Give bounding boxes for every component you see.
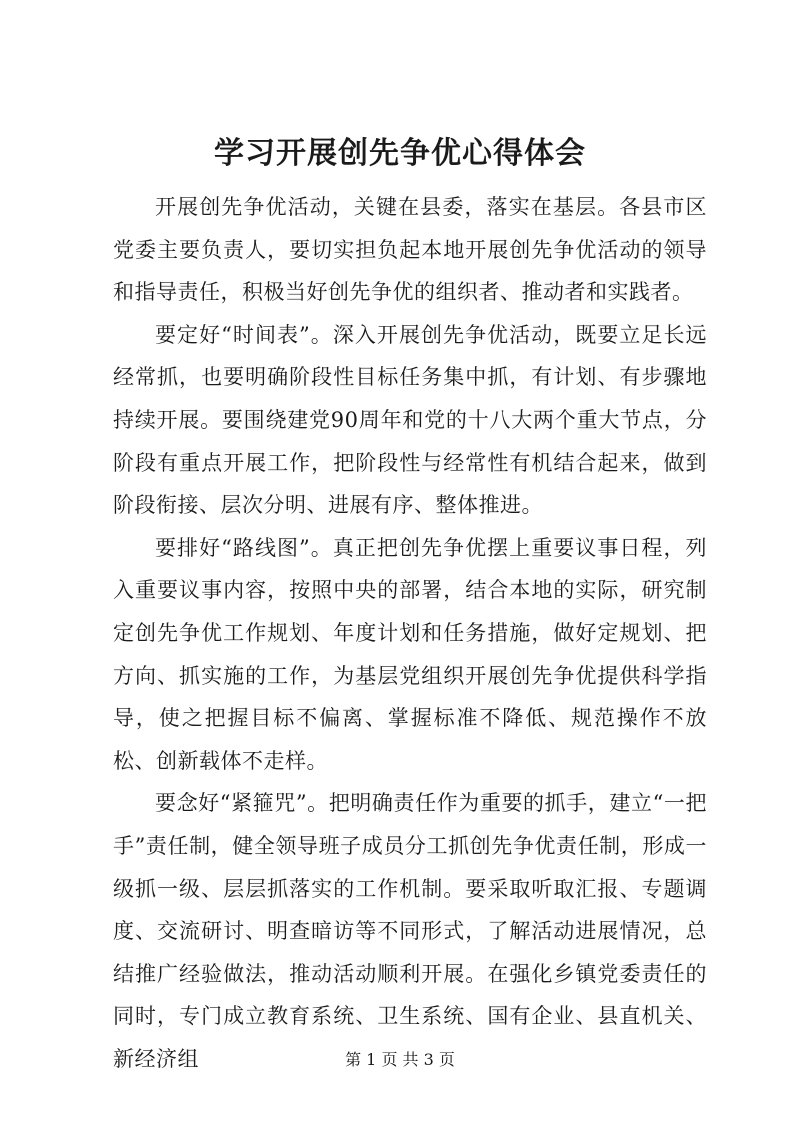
paragraph-intro: 开展创先争优活动，关键在县委，落实在基层。各县市区党委主要负责人，要切实担负起本地开展创先争优活动的领导和指导责任，积极当好创先争优的组织者、推动者和实践者。 (113, 195, 707, 305)
document-title: 学习开展创先争优心得体会 (214, 136, 586, 171)
paragraph-roadmap: 要排好“路线图”。真正把创先争优摆上重要议事日程，列入重要议事内容，按照中央的部署，结合本地的实际，研究制定创先争优工作规划、年度计划和任务措施，做好定规划、把方向、抓实施的工作，为基层党组织开展创先争优提供科学指导，使之把握目标不偏离、掌握标准不降低、规范操作不放松、创新载体不走样。 (113, 535, 707, 773)
paragraph-timetable: 要定好“时间表”。深入开展创先争优活动，既要立足长远经常抓，也要明确阶段性目标任务集中抓，有计划、有步骤地持续开展。要围绕建党90周年和党的十八大两个重大节点，分阶段有重点开展工作，把阶段性与经常性有机结合起来，做到阶段衔接、层次分明、进展有序、整体推进。 (113, 322, 707, 518)
document-body (113, 186, 707, 1080)
page-number-footer: 第 1 页 共 3 页 (345, 1050, 455, 1069)
paragraph-responsibility: 要念好“紧箍咒”。把明确责任作为重要的抓手，建立“一把手”责任制，健全领导班子成员分工抓创先争优责任制，形成一级抓一级、层层抓落实的工作机制。要采取听取汇报、专题调度、交流研讨、明查暗访等不同形式，了解活动进展情况，总结推广经验做法，推动活动顺利开展。在强化乡镇党委责任的同时，专门成立教育系统、卫生系统、国有企业、县直机关、新经济组 (113, 791, 707, 1071)
